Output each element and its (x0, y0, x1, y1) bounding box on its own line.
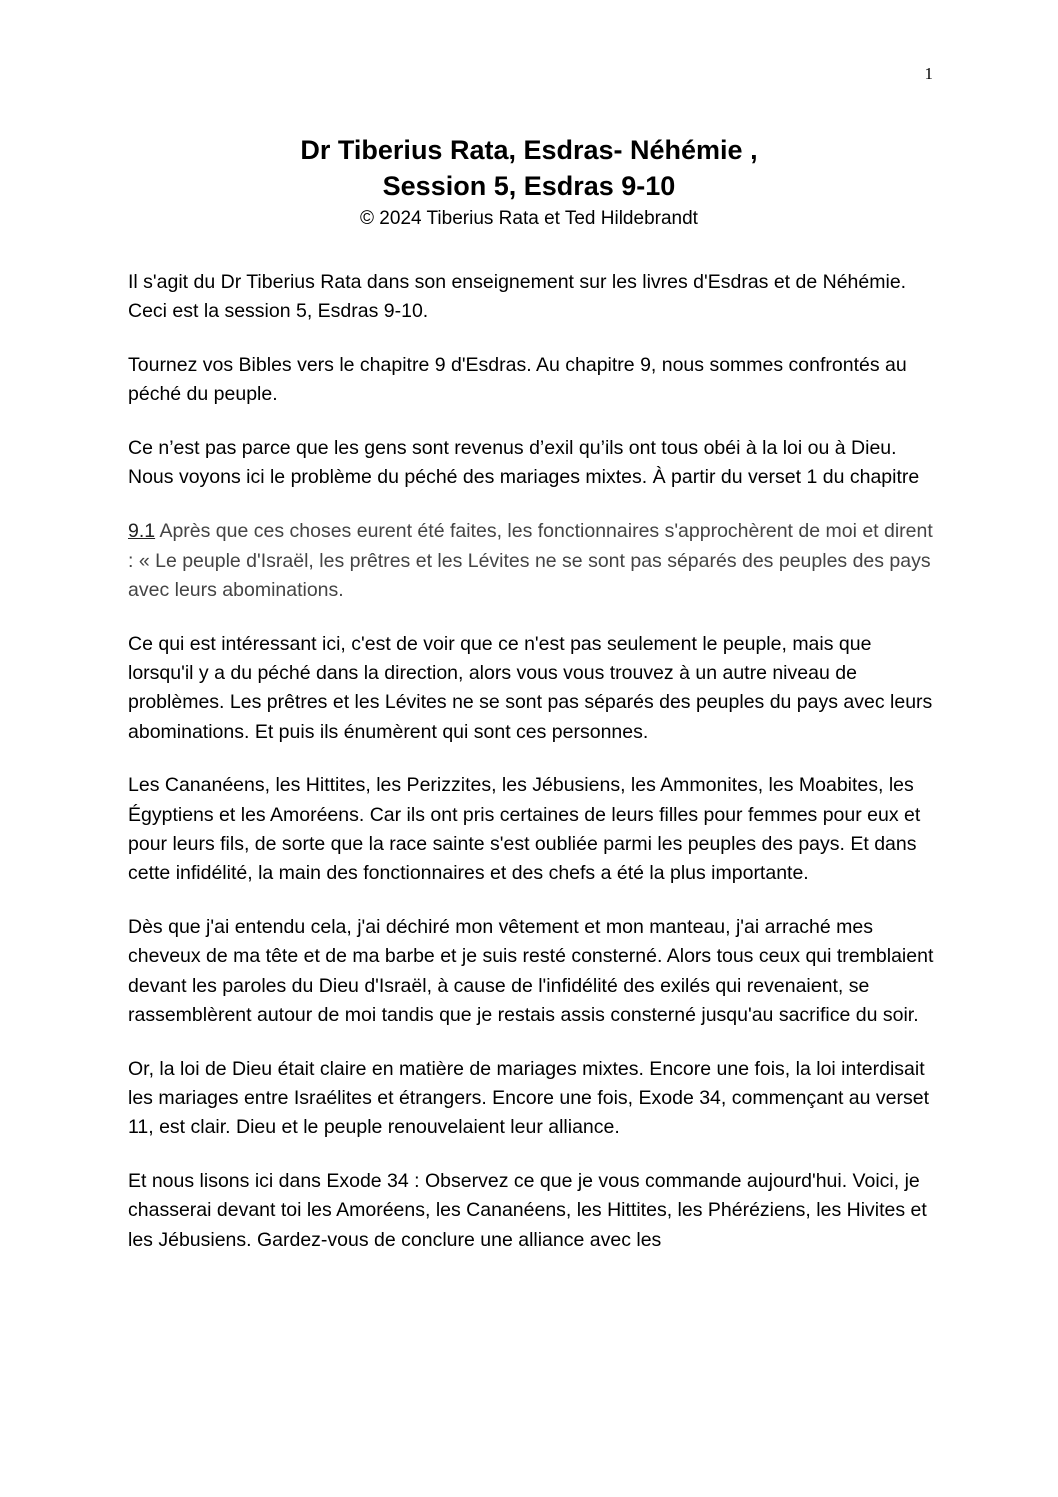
document-body (128, 268, 938, 1280)
paragraph-leadership-sin: Ce qui est intéressant ici, c'est de voir que ce n'est pas seulement le peuple, mais que lorsqu'il y a du péché dans la direction, alors vous vous trouvez à un autre niveau de problèmes. Les prêtres et les Lévites ne se sont pas séparés des peuples du pays avec leurs abominations. Et puis ils énumèrent qui sont ces personnes. (128, 632, 933, 743)
paragraph-torn-garment: Dès que j'ai entendu cela, j'ai déchiré mon vêtement et mon manteau, j'ai arraché mes cheveux de ma tête et de ma barbe et je suis resté consterné. Alors tous ceux qui tremblaient devant les paroles du Dieu d'Israël, à cause de l'infidélité des exilés qui revenaient, se rassemblèrent autour de moi tandis que je restais assis consterné jusqu'au sacrifice du soir. (128, 916, 934, 1026)
paragraph-law-of-god: Or, la loi de Dieu était claire en matière de mariages mixtes. Encore une fois, la loi interdisait les mariages entre Israélites et étrangers. Encore une fois, Exode 34, commençant au verset 11, est clair. Dieu et le peuple renouvelaient leur alliance. (128, 1057, 929, 1139)
title-line-1: Dr Tiberius Rata, Esdras- Néhémie , (300, 135, 758, 165)
paragraph-peoples-list: Les Cananéens, les Hittites, les Perizzites, les Jébusiens, les Ammonites, les Moabites, les Égyptiens et les Amoréens. Car ils ont pris certaines de leurs filles pour femmes pour eux et pour leurs fils, de sorte que la race sainte s'est oubliée parmi les peuples des pays. Et dans cette infidélité, la main des fonctionnaires et des chefs a été la plus importante. (128, 774, 921, 885)
title-line-2: Session 5, Esdras 9-10 (382, 171, 676, 201)
paragraph-not-because: Ce n’est pas parce que les gens sont revenus d’exil qu’ils ont tous obéi à la loi ou à Dieu. Nous voyons ici le problème du péché des mariages mixtes. À partir du verset 1 du chapitre (128, 437, 920, 489)
copyright-line: © 2024 Tiberius Rata et Ted Hildebrandt (360, 208, 698, 229)
paragraph-intro: Il s'agit du Dr Tiberius Rata dans son enseignement sur les livres d'Esdras et de Néhémie. Ceci est la session 5, Esdras 9-10. (128, 271, 907, 323)
verse-reference: 9.1 (128, 520, 156, 543)
page-number: 1 (924, 64, 933, 83)
verse-quote (128, 517, 938, 605)
paragraph-chapter-9: Tournez vos Bibles vers le chapitre 9 d'Esdras. Au chapitre 9, nous sommes confrontés au péché du peuple. (128, 354, 907, 406)
verse-text: Après que ces choses eurent été faites, les fonctionnaires s'approchèrent de moi et dirent : « Le peuple d'Israël, les prêtres et les Lévites ne se sont pas séparés des peuples des pays avec leurs abominations. (128, 520, 933, 601)
paragraph-exodus-34: Et nous lisons ici dans Exode 34 : Observez ce que je vous commande aujourd'hui. Voici, je chasserai devant toi les Amoréens, les Cananéens, les Hittites, les Phéréziens, les Hivites et les Jébusiens. Gardez-vous de conclure une alliance avec les (128, 1170, 927, 1251)
document-header (0, 132, 1058, 232)
